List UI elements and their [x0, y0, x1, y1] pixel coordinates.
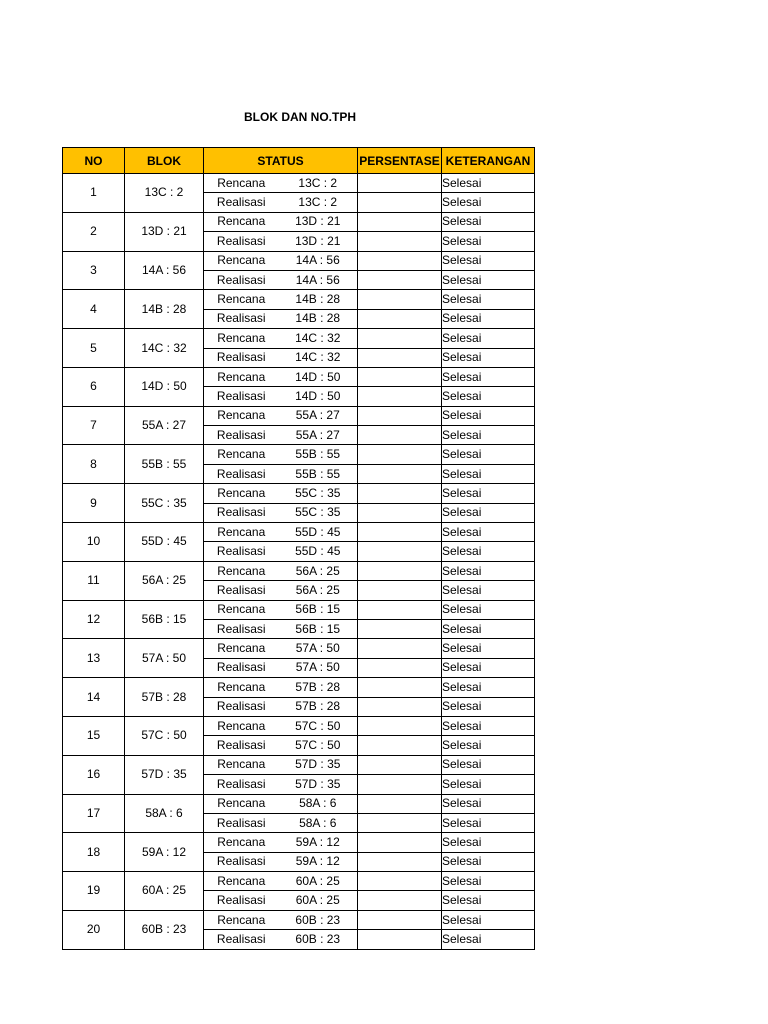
- header-persentase: PERSENTASE: [358, 148, 442, 174]
- status-label: Rencana: [204, 406, 279, 425]
- row-blok: 14C : 32: [125, 329, 204, 368]
- table-row-rencana: [63, 367, 535, 386]
- table-row-rencana: [63, 445, 535, 464]
- status-label: Rencana: [204, 600, 279, 619]
- table-row-rencana: [63, 251, 535, 270]
- keterangan-cell: Selesai: [442, 581, 535, 600]
- row-blok: 57C : 50: [125, 716, 204, 755]
- status-label: Rencana: [204, 329, 279, 348]
- row-number: 16: [63, 755, 125, 794]
- row-blok: 59A : 12: [125, 833, 204, 872]
- table-header: [63, 148, 535, 174]
- row-blok: 58A : 6: [125, 794, 204, 833]
- row-number: 8: [63, 445, 125, 484]
- keterangan-cell: Selesai: [442, 484, 535, 503]
- row-blok: 56B : 15: [125, 600, 204, 639]
- keterangan-cell: Selesai: [442, 833, 535, 852]
- persentase-cell: [358, 193, 442, 212]
- table-row-rencana: [63, 755, 535, 774]
- keterangan-cell: Selesai: [442, 561, 535, 580]
- status-value: 55C : 35: [279, 484, 358, 503]
- persentase-cell: [358, 174, 442, 193]
- status-value: 56A : 25: [279, 581, 358, 600]
- row-blok: 13D : 21: [125, 212, 204, 251]
- status-value: 13D : 21: [279, 232, 358, 251]
- header-keterangan: KETERANGAN: [442, 148, 535, 174]
- persentase-cell: [358, 348, 442, 367]
- status-label: Realisasi: [204, 813, 279, 832]
- persentase-cell: [358, 755, 442, 774]
- table-row-rencana: [63, 833, 535, 852]
- persentase-cell: [358, 503, 442, 522]
- keterangan-cell: Selesai: [442, 678, 535, 697]
- row-blok: 55A : 27: [125, 406, 204, 445]
- persentase-cell: [358, 309, 442, 328]
- status-value: 60A : 25: [279, 891, 358, 910]
- row-number: 3: [63, 251, 125, 290]
- keterangan-cell: Selesai: [442, 542, 535, 561]
- keterangan-cell: Selesai: [442, 697, 535, 716]
- table-row-rencana: [63, 678, 535, 697]
- persentase-cell: [358, 910, 442, 929]
- status-value: 60B : 23: [279, 930, 358, 949]
- status-value: 57C : 50: [279, 736, 358, 755]
- status-value: 55D : 45: [279, 542, 358, 561]
- status-label: Realisasi: [204, 387, 279, 406]
- keterangan-cell: Selesai: [442, 755, 535, 774]
- status-label: Rencana: [204, 290, 279, 309]
- status-label: Realisasi: [204, 852, 279, 871]
- row-number: 19: [63, 872, 125, 911]
- status-label: Rencana: [204, 174, 279, 193]
- status-value: 14D : 50: [279, 387, 358, 406]
- keterangan-cell: Selesai: [442, 270, 535, 289]
- keterangan-cell: Selesai: [442, 387, 535, 406]
- persentase-cell: [358, 251, 442, 270]
- status-value: 14B : 28: [279, 290, 358, 309]
- keterangan-cell: Selesai: [442, 193, 535, 212]
- row-number: 20: [63, 910, 125, 949]
- tph-table: [62, 147, 535, 950]
- table-row-rencana: [63, 716, 535, 735]
- row-number: 14: [63, 678, 125, 717]
- keterangan-cell: Selesai: [442, 910, 535, 929]
- row-blok: 57D : 35: [125, 755, 204, 794]
- persentase-cell: [358, 639, 442, 658]
- table-body: [63, 174, 535, 950]
- keterangan-cell: Selesai: [442, 503, 535, 522]
- persentase-cell: [358, 872, 442, 891]
- row-number: 10: [63, 523, 125, 562]
- status-value: 56A : 25: [279, 561, 358, 580]
- status-value: 57A : 50: [279, 639, 358, 658]
- header-blok: BLOK: [125, 148, 204, 174]
- status-label: Rencana: [204, 716, 279, 735]
- keterangan-cell: Selesai: [442, 813, 535, 832]
- status-label: Rencana: [204, 445, 279, 464]
- table-row-rencana: [63, 212, 535, 231]
- keterangan-cell: Selesai: [442, 930, 535, 949]
- status-value: 55B : 55: [279, 445, 358, 464]
- status-label: Realisasi: [204, 270, 279, 289]
- keterangan-cell: Selesai: [442, 658, 535, 677]
- row-number: 9: [63, 484, 125, 523]
- status-label: Rencana: [204, 833, 279, 852]
- persentase-cell: [358, 387, 442, 406]
- table-row-rencana: [63, 484, 535, 503]
- header-status: STATUS: [204, 148, 358, 174]
- persentase-cell: [358, 775, 442, 794]
- status-label: Realisasi: [204, 697, 279, 716]
- status-label: Rencana: [204, 561, 279, 580]
- status-label: Rencana: [204, 212, 279, 231]
- status-value: 57A : 50: [279, 658, 358, 677]
- keterangan-cell: Selesai: [442, 716, 535, 735]
- row-blok: 14A : 56: [125, 251, 204, 290]
- status-value: 13C : 2: [279, 174, 358, 193]
- row-blok: 13C : 2: [125, 174, 204, 213]
- persentase-cell: [358, 542, 442, 561]
- status-label: Realisasi: [204, 309, 279, 328]
- row-blok: 14D : 50: [125, 367, 204, 406]
- keterangan-cell: Selesai: [442, 348, 535, 367]
- row-number: 17: [63, 794, 125, 833]
- keterangan-cell: Selesai: [442, 232, 535, 251]
- persentase-cell: [358, 270, 442, 289]
- status-label: Realisasi: [204, 775, 279, 794]
- status-value: 60A : 25: [279, 872, 358, 891]
- persentase-cell: [358, 484, 442, 503]
- page-title: BLOK DAN NO.TPH: [244, 110, 356, 124]
- persentase-cell: [358, 561, 442, 580]
- status-value: 14A : 56: [279, 251, 358, 270]
- row-number: 2: [63, 212, 125, 251]
- row-blok: 56A : 25: [125, 561, 204, 600]
- row-number: 1: [63, 174, 125, 213]
- persentase-cell: [358, 290, 442, 309]
- status-label: Rencana: [204, 484, 279, 503]
- keterangan-cell: Selesai: [442, 872, 535, 891]
- status-label: Rencana: [204, 794, 279, 813]
- table-row-rencana: [63, 600, 535, 619]
- persentase-cell: [358, 367, 442, 386]
- row-blok: 60A : 25: [125, 872, 204, 911]
- keterangan-cell: Selesai: [442, 290, 535, 309]
- persentase-cell: [358, 736, 442, 755]
- status-label: Realisasi: [204, 193, 279, 212]
- persentase-cell: [358, 930, 442, 949]
- status-value: 55A : 27: [279, 426, 358, 445]
- row-number: 7: [63, 406, 125, 445]
- persentase-cell: [358, 678, 442, 697]
- row-blok: 14B : 28: [125, 290, 204, 329]
- keterangan-cell: Selesai: [442, 464, 535, 483]
- status-label: Rencana: [204, 251, 279, 270]
- status-value: 55C : 35: [279, 503, 358, 522]
- status-value: 14D : 50: [279, 367, 358, 386]
- keterangan-cell: Selesai: [442, 174, 535, 193]
- keterangan-cell: Selesai: [442, 406, 535, 425]
- status-value: 55D : 45: [279, 523, 358, 542]
- keterangan-cell: Selesai: [442, 523, 535, 542]
- keterangan-cell: Selesai: [442, 639, 535, 658]
- status-value: 13D : 21: [279, 212, 358, 231]
- table-row-rencana: [63, 639, 535, 658]
- status-label: Rencana: [204, 755, 279, 774]
- status-value: 60B : 23: [279, 910, 358, 929]
- row-blok: 55C : 35: [125, 484, 204, 523]
- row-number: 12: [63, 600, 125, 639]
- status-label: Realisasi: [204, 891, 279, 910]
- row-number: 4: [63, 290, 125, 329]
- status-label: Rencana: [204, 367, 279, 386]
- keterangan-cell: Selesai: [442, 736, 535, 755]
- persentase-cell: [358, 716, 442, 735]
- status-value: 14A : 56: [279, 270, 358, 289]
- status-label: Realisasi: [204, 232, 279, 251]
- status-label: Realisasi: [204, 503, 279, 522]
- table-row-rencana: [63, 174, 535, 193]
- keterangan-cell: Selesai: [442, 251, 535, 270]
- persentase-cell: [358, 523, 442, 542]
- persentase-cell: [358, 426, 442, 445]
- persentase-cell: [358, 658, 442, 677]
- status-label: Rencana: [204, 639, 279, 658]
- row-number: 6: [63, 367, 125, 406]
- persentase-cell: [358, 619, 442, 638]
- status-value: 57B : 28: [279, 697, 358, 716]
- persentase-cell: [358, 600, 442, 619]
- persentase-cell: [358, 794, 442, 813]
- status-label: Rencana: [204, 910, 279, 929]
- persentase-cell: [358, 697, 442, 716]
- keterangan-cell: Selesai: [442, 891, 535, 910]
- table-row-rencana: [63, 523, 535, 542]
- status-value: 58A : 6: [279, 813, 358, 832]
- row-blok: 57B : 28: [125, 678, 204, 717]
- keterangan-cell: Selesai: [442, 329, 535, 348]
- status-label: Realisasi: [204, 426, 279, 445]
- keterangan-cell: Selesai: [442, 852, 535, 871]
- persentase-cell: [358, 581, 442, 600]
- keterangan-cell: Selesai: [442, 794, 535, 813]
- header-no: NO: [63, 148, 125, 174]
- persentase-cell: [358, 852, 442, 871]
- status-label: Realisasi: [204, 464, 279, 483]
- table-row-rencana: [63, 329, 535, 348]
- status-value: 13C : 2: [279, 193, 358, 212]
- status-value: 14B : 28: [279, 309, 358, 328]
- row-blok: 55B : 55: [125, 445, 204, 484]
- keterangan-cell: Selesai: [442, 367, 535, 386]
- persentase-cell: [358, 813, 442, 832]
- row-blok: 60B : 23: [125, 910, 204, 949]
- table-row-rencana: [63, 561, 535, 580]
- keterangan-cell: Selesai: [442, 775, 535, 794]
- status-label: Realisasi: [204, 348, 279, 367]
- status-value: 57D : 35: [279, 755, 358, 774]
- status-value: 56B : 15: [279, 619, 358, 638]
- status-label: Realisasi: [204, 658, 279, 677]
- status-label: Rencana: [204, 678, 279, 697]
- persentase-cell: [358, 891, 442, 910]
- table-row-rencana: [63, 910, 535, 929]
- keterangan-cell: Selesai: [442, 309, 535, 328]
- keterangan-cell: Selesai: [442, 445, 535, 464]
- table-row-rencana: [63, 872, 535, 891]
- status-label: Realisasi: [204, 736, 279, 755]
- persentase-cell: [358, 445, 442, 464]
- table-row-rencana: [63, 290, 535, 309]
- status-label: Rencana: [204, 523, 279, 542]
- persentase-cell: [358, 212, 442, 231]
- persentase-cell: [358, 232, 442, 251]
- status-value: 56B : 15: [279, 600, 358, 619]
- persentase-cell: [358, 464, 442, 483]
- keterangan-cell: Selesai: [442, 600, 535, 619]
- status-value: 57D : 35: [279, 775, 358, 794]
- keterangan-cell: Selesai: [442, 426, 535, 445]
- status-label: Realisasi: [204, 930, 279, 949]
- keterangan-cell: Selesai: [442, 619, 535, 638]
- row-blok: 55D : 45: [125, 523, 204, 562]
- status-label: Realisasi: [204, 542, 279, 561]
- status-value: 58A : 6: [279, 794, 358, 813]
- row-number: 15: [63, 716, 125, 755]
- status-value: 59A : 12: [279, 833, 358, 852]
- persentase-cell: [358, 406, 442, 425]
- row-blok: 57A : 50: [125, 639, 204, 678]
- table-row-rencana: [63, 794, 535, 813]
- row-number: 18: [63, 833, 125, 872]
- status-label: Realisasi: [204, 581, 279, 600]
- persentase-cell: [358, 329, 442, 348]
- status-value: 57B : 28: [279, 678, 358, 697]
- persentase-cell: [358, 833, 442, 852]
- status-label: Realisasi: [204, 619, 279, 638]
- status-value: 14C : 32: [279, 348, 358, 367]
- status-value: 57C : 50: [279, 716, 358, 735]
- status-label: Rencana: [204, 872, 279, 891]
- table-row-rencana: [63, 406, 535, 425]
- row-number: 13: [63, 639, 125, 678]
- status-value: 55B : 55: [279, 464, 358, 483]
- status-value: 14C : 32: [279, 329, 358, 348]
- row-number: 5: [63, 329, 125, 368]
- keterangan-cell: Selesai: [442, 212, 535, 231]
- row-number: 11: [63, 561, 125, 600]
- header-row: [63, 148, 535, 174]
- status-value: 59A : 12: [279, 852, 358, 871]
- status-value: 55A : 27: [279, 406, 358, 425]
